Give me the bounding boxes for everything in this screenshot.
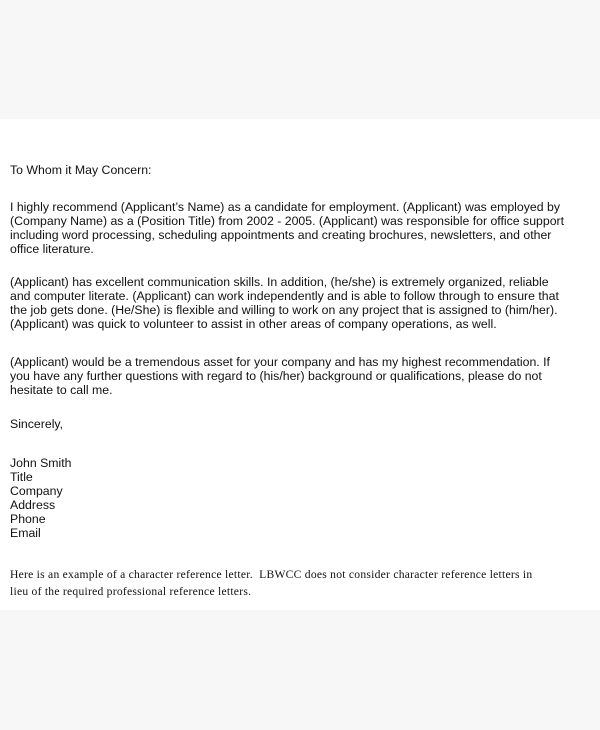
- note-line2: lieu of the required professional reference letters.: [10, 585, 252, 598]
- signature-title: Title: [10, 470, 33, 484]
- paragraph1-line3: including word processing, scheduling appointments and creating brochures, newsletters, and other: [10, 228, 552, 242]
- paragraph2-line1: (Applicant) has excellent communication skills. In addition, (he/she) is extremely organized, reliable: [10, 275, 549, 289]
- top-margin-band: [0, 0, 600, 119]
- paragraph3-line1: (Applicant) would be a tremendous asset for your company and has my highest recommendation. If: [10, 355, 550, 369]
- signature-name: John Smith: [10, 456, 72, 470]
- salutation: To Whom it May Concern:: [10, 163, 152, 177]
- paragraph2-line3: the job gets done. (He/She) is flexible and willing to work on any project that is assigned to (him/her).: [10, 303, 558, 317]
- paragraph2-line2: and computer literate. (Applicant) can work independently and is able to follow through to ensure that: [10, 289, 559, 303]
- paragraph2-line4: (Applicant) was quick to volunteer to assist in other areas of company operations, as well.: [10, 317, 497, 331]
- letter-body: [10, 119, 600, 610]
- signature-address: Address: [10, 498, 56, 512]
- signature-company: Company: [10, 484, 63, 498]
- closing: Sincerely,: [10, 417, 64, 431]
- bottom-margin-band: [0, 610, 600, 730]
- note-line1: Here is an example of a character reference letter. LBWCC does not consider character reference letters in: [10, 568, 533, 581]
- paragraph1-line4: office literature.: [10, 242, 94, 256]
- paragraph3-line2: you have any further questions with regard to (his/her) background or qualifications, please do not: [10, 369, 542, 383]
- signature-phone: Phone: [10, 512, 46, 526]
- signature-email: Email: [10, 526, 41, 540]
- paragraph1-line2: (Company Name) as a (Position Title) from 2002 - 2005. (Applicant) was responsible for office support: [10, 214, 565, 228]
- paragraph3-line3: hesitate to call me.: [10, 383, 113, 397]
- paragraph1-line1: I highly recommend (Applicant’s Name) as a candidate for employment. (Applicant) was employed by: [10, 200, 560, 214]
